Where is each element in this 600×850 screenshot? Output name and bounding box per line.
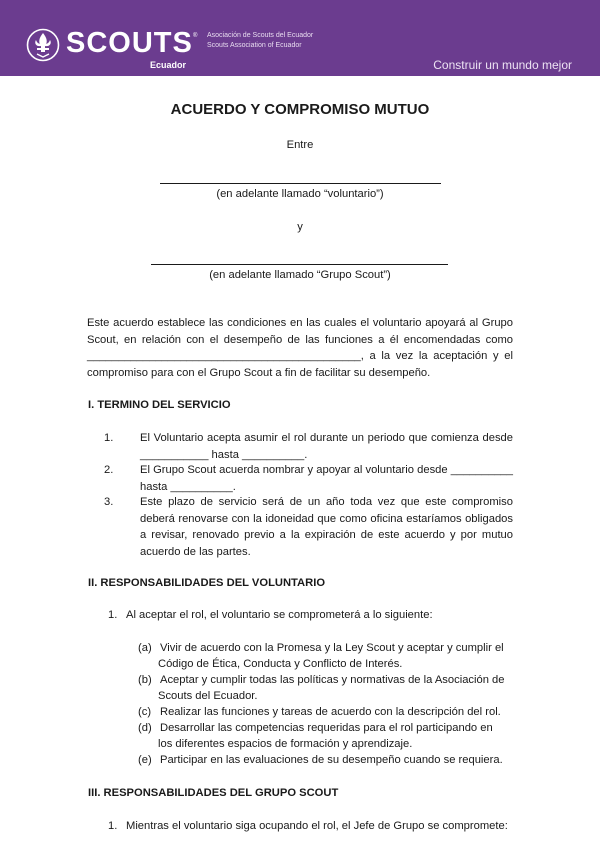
section-2-heading: II. RESPONSABILIDADES DEL VOLUNTARIO: [88, 577, 326, 589]
document-title: ACUERDO Y COMPROMISO MUTUO: [170, 101, 430, 118]
sub-item-text: Realizar las funciones y tareas de acuerdo con la descripción del rol.: [160, 706, 501, 718]
intro-paragraph: Este acuerdo establece las condiciones en las cuales el voluntario apoyará al Grupo Scout, en relación con el desempeño de las funciones a él encomendadas como ____________________________________________, a la vez la aceptación y el compromiso para con el Grupo Scout a fin de facilitar su desempeño.: [87, 317, 513, 379]
header-tagline: Construir un mundo mejor: [433, 58, 572, 72]
section-1-heading: I. TERMINO DEL SERVICIO: [88, 399, 231, 411]
logo-country: Ecuador: [150, 60, 187, 70]
sub-item-text-cont: Scouts del Ecuador.: [158, 690, 258, 702]
sub-item-letter: (b): [138, 674, 152, 686]
association-name-en: Scouts Association of Ecuador: [207, 42, 302, 49]
list-item-number: 1.: [108, 820, 118, 832]
list-item-text: Este plazo de servicio será de un año toda vez que este compromiso deberá renovarse con la idoneidad que como oficina estaríamos obligados a revisar, renovado previo a la expiración de este acuerdo y por mutuo acuerdo de las partes.: [140, 496, 513, 558]
list-item-number: 1.: [108, 609, 118, 621]
list-item-text: Al aceptar el rol, el voluntario se comprometerá a lo siguiente:: [126, 609, 433, 621]
sub-item-text-cont: los diferentes espacios de formación y aprendizaje.: [158, 738, 413, 750]
sub-item-letter: (e): [138, 754, 152, 766]
sub-item-letter: (d): [138, 722, 152, 734]
party1-signature-line: [160, 183, 441, 184]
registered-mark: ®: [193, 33, 198, 39]
between-label: Entre: [286, 139, 314, 151]
sub-item-text: Vivir de acuerdo con la Promesa y la Ley Scout y aceptar y cumplir el: [160, 642, 504, 654]
sub-item-text-cont: Código de Ética, Conducta y Conflicto de Interés.: [158, 658, 403, 670]
fleur-de-lis-icon: [26, 28, 60, 62]
list-item-number: 2.: [104, 464, 114, 476]
sub-item-letter: (c): [138, 706, 152, 718]
sub-item-letter: (a): [138, 642, 152, 654]
list-item-text: El Grupo Scout acuerda nombrar y apoyar al voluntario desde __________ hasta __________.: [140, 464, 513, 493]
party2-label: (en adelante llamado “Grupo Scout”): [209, 269, 391, 281]
list-item-text: El Voluntario acepta asumir el rol durante un periodo que comienza desde ___________ hasta __________.: [140, 432, 513, 461]
section-3-heading: III. RESPONSABILIDADES DEL GRUPO SCOUT: [88, 787, 339, 799]
party1-label: (en adelante llamado “voluntario”): [216, 188, 384, 200]
sub-item-text: Participar en las evaluaciones de su desempeño cuando se requiera.: [160, 754, 503, 766]
and-label: y: [297, 221, 303, 233]
sub-item-text: Desarrollar las competencias requeridas para el rol participando en: [160, 722, 493, 734]
list-item-number: 1.: [104, 432, 114, 444]
list-item-number: 3.: [104, 496, 114, 508]
header-banner: [0, 0, 600, 76]
association-name-es: Asociación de Scouts del Ecuador: [207, 32, 314, 39]
party2-signature-line: [151, 264, 448, 265]
sub-item-text: Aceptar y cumplir todas las políticas y normativas de la Asociación de: [160, 674, 505, 686]
list-item-text: Mientras el voluntario siga ocupando el rol, el Jefe de Grupo se compromete:: [126, 820, 508, 832]
logo-wordmark: SCOUTS: [66, 27, 193, 59]
